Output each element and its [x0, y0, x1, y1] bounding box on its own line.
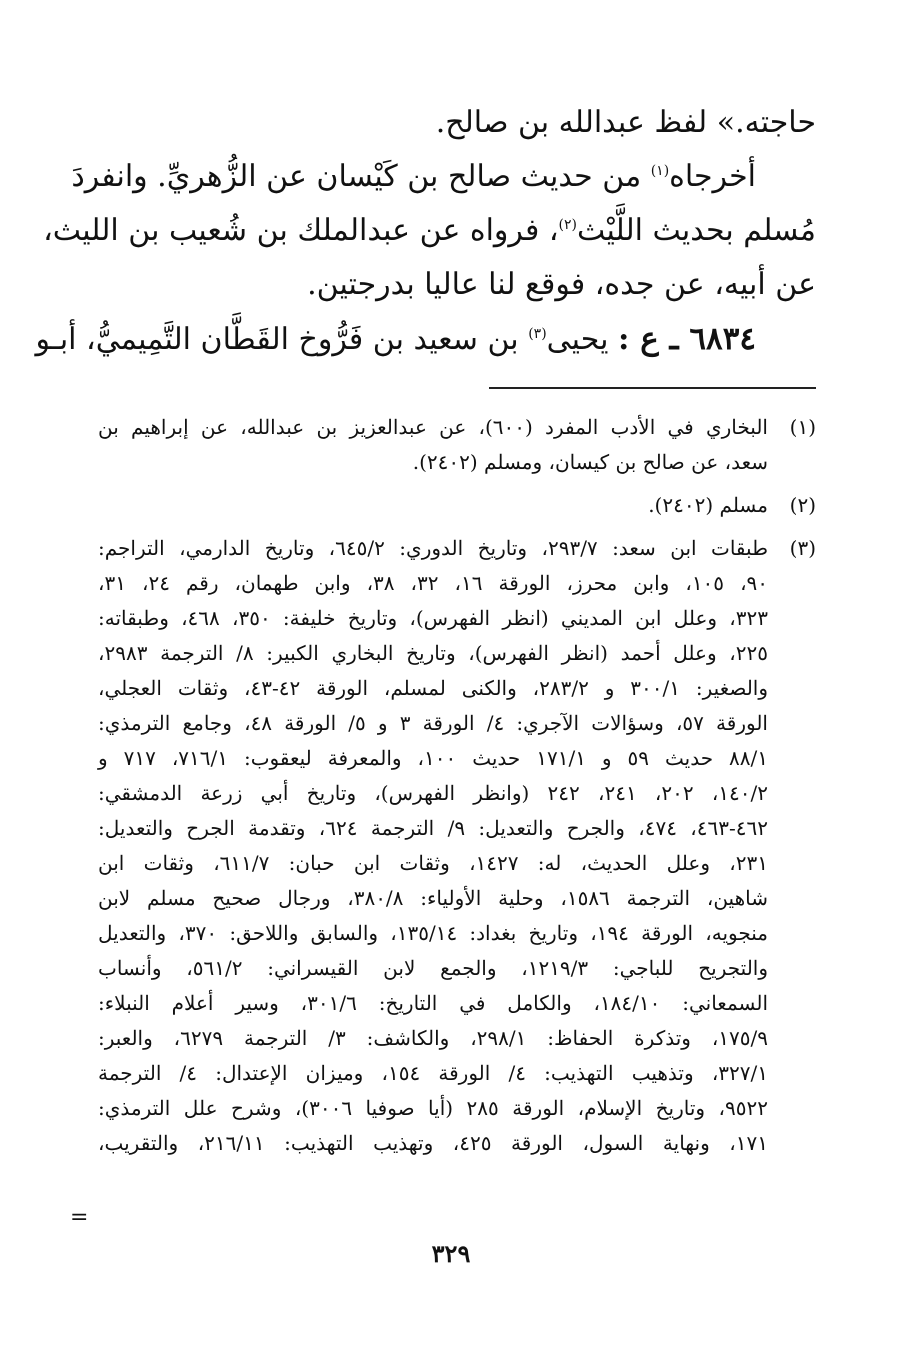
- footnote-line: ٣٢٧/١، وتذهيب التهذيب: ٤/ الورقة ١٥٤، وميزان الإعتدال: ٤/ الترجمة: [98, 1061, 768, 1085]
- footnote-line: سعد، عن صالح بن كيسان، ومسلم (٢٤٠٢).: [412, 450, 768, 474]
- footnote-ref-marker: (٣): [528, 326, 547, 342]
- footnote-2: [98, 488, 816, 523]
- footnote-line: ٨٨/١ حديث ٥٩ و ١٧١/١ حديث ١٠٠، والمعرفة ليعقوب: ٧١٦/١، ٧١٧ و: [98, 746, 768, 770]
- footnote-line: البخاري في الأدب المفرد (٦٠٠)، عن عبدالعزيز بن عبدالله، عن إبراهيم بن: [98, 415, 768, 439]
- main-text-line: [71, 150, 816, 204]
- main-line-text: مُسلم بحديث اللَّيْث$^{(٢)}$، فرواه عن عبدالملك بن شُعيب بن الليث،: [43, 213, 816, 248]
- footnote-line: ٢٣١، وعلل الحديث، له: ١٤٢٧، وثقات ابن حبان: ٦١١/٧، وثقات ابن: [98, 851, 768, 875]
- footnote-line: والتجريح للباجي: ١٢١٩/٣، والجمع لابن القيسراني: ٥٦١/٢، وأنساب: [98, 956, 769, 980]
- footnote-number: (١): [789, 415, 816, 439]
- footnote-line: ١٧١، ونهاية السول، الورقة ٤٢٥، وتهذيب التهذيب: ٢١٦/١١، والتقريب،: [98, 1131, 768, 1155]
- footnote-3: [98, 531, 816, 1161]
- main-text-line: [112, 258, 816, 312]
- footnote-line: ١٧٥/٩، وتذكرة الحفاظ: ٢٩٨/١، والكاشف: ٣/ الترجمة ٦٢٧٩، والعبر:: [98, 1026, 769, 1050]
- footnote-line: منجويه، الورقة ١٩٤، وتاريخ بغداد: ١٣٥/١٤، والسابق واللاحق: ٣٧٠، والتعديل: [98, 921, 768, 945]
- footnote-line: مسلم (٢٤٠٢).: [648, 493, 768, 517]
- continuation-mark: =: [70, 1205, 89, 1230]
- footnote-number: (٣): [789, 536, 816, 560]
- main-text-line: [43, 204, 816, 258]
- entry-heading-line: [35, 312, 816, 366]
- footnote-ref-marker: (١): [650, 163, 670, 179]
- main-text-block: [35, 96, 816, 366]
- footnote-line: والصغير: ٣٠٠/١ و ٢٨٣/٢، والكنى لمسلم، الورقة ٤٢-٤٣، وثقات العجلي،: [98, 676, 769, 700]
- footnote-line: ٣٢٣، وعلل ابن المديني (انظر الفهرس)، وتاريخ خليفة: ٣٥٠، ٤٦٨، وطبقاته:: [98, 606, 768, 630]
- page-number: ٣٢٩: [431, 1239, 471, 1268]
- footnote-line: شاهين، الترجمة ١٥٨٦، وحلية الأولياء: ٣٨٠/٨، ورجال صحيح مسلم لابن: [98, 886, 768, 910]
- entry-text: يحيى$^{(٣)}$ بن سعيد بن فَرُّوخ القَطَّان التَّمِيميُّ، أبـو: [35, 322, 609, 357]
- footnote-separator-rule: [489, 387, 816, 389]
- footnotes-block: [98, 410, 816, 1161]
- footnote-line: الورقة ٥٧، وسؤالات الآجري: ٤/ الورقة ٣ و ٥/ الورقة ٤٨، وجامع الترمذي:: [98, 711, 768, 735]
- main-text-line: [112, 96, 816, 150]
- footnote-line: ٤٦٢-٤٦٣، ٤٧٤، والجرح والتعديل: ٩/ الترجمة ٦٢٤، وتقدمة الجرح والتعديل:: [98, 816, 769, 840]
- main-line-text: عن أبيه، عن جده، فوقع لنا عاليا بدرجتين.: [307, 267, 816, 302]
- footnote-line: السمعاني: ١٨٤/١٠، والكامل في التاريخ: ٣٠١/٦، وسير أعلام النبلاء:: [98, 991, 769, 1015]
- entry-number: ٦٨٣٤ ـ ع :: [617, 321, 756, 357]
- footnote-line: ٩٠، ١٠٥، وابن محرز، الورقة ١٦، ٣٢، ٣٨، وابن طهمان، رقم ٢٤، ٣١،: [98, 571, 769, 595]
- footnote-1: [98, 410, 816, 480]
- footnote-ref-marker: (٢): [558, 217, 577, 233]
- footnote-line: طبقات ابن سعد: ٢٩٣/٧، وتاريخ الدوري: ٦٤٥/٢، وتاريخ الدارمي، التراجم:: [98, 536, 769, 560]
- footnote-number: (٢): [789, 493, 816, 517]
- footnote-line: ٩٥٢٢، وتاريخ الإسلام، الورقة ٢٨٥ (أيا صوفيا ٣٠٠٦)، وشرح علل الترمذي:: [98, 1096, 768, 1120]
- footnote-line: ١٤٠/٢، ٢٠٢، ٢٤١، ٢٤٢ (وانظر الفهرس)، وتاريخ أبي زرعة الدمشقي:: [98, 781, 769, 805]
- footnote-line: ٢٢٥، وعلل أحمد (انظر الفهرس)، وتاريخ البخاري الكبير: ٨/ الترجمة ٢٩٨٣،: [98, 641, 768, 665]
- main-line-text: أخرجاه$^{(١)}$ من حديث صالح بن كَيْسان عن الزُّهريِّ. وانفردَ: [71, 159, 756, 194]
- main-line-text: حاجته.» لفظ عبدالله بن صالح.: [435, 105, 816, 140]
